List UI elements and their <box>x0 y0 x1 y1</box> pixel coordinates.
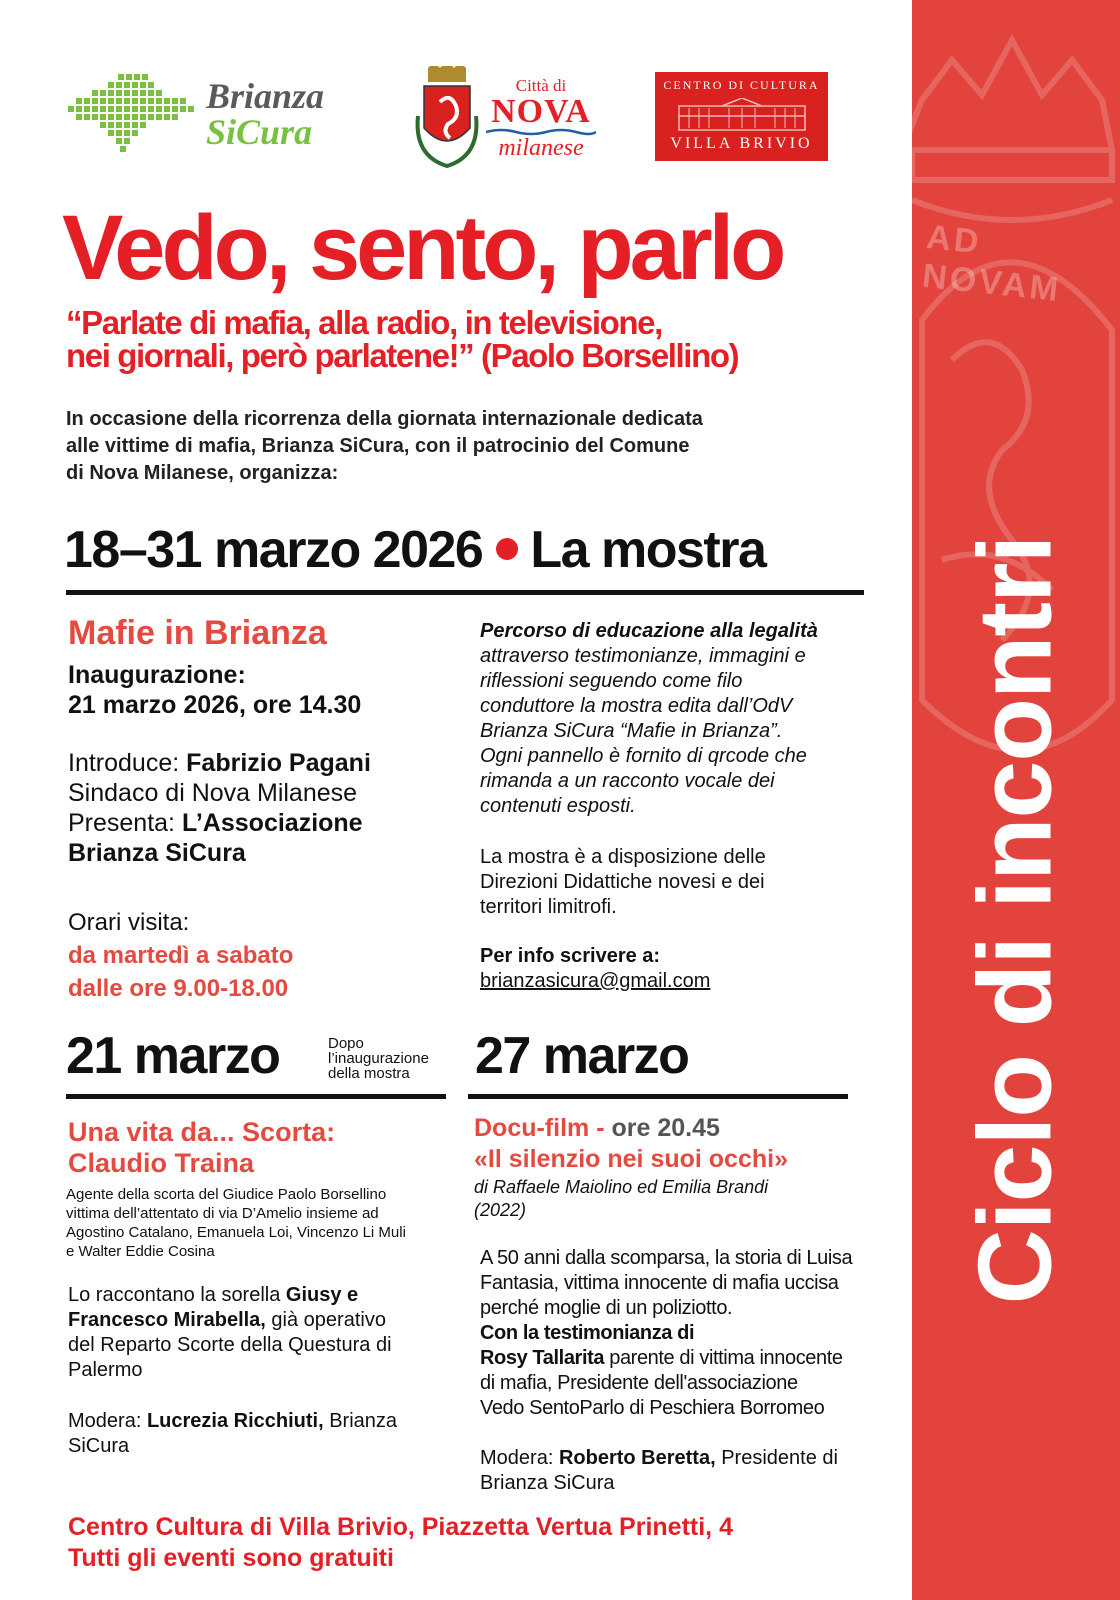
event1-title <box>68 1117 335 1179</box>
intro-line2: alle vittime di mafia, Brianza SiCura, con il patrocinio del Comune <box>66 435 690 457</box>
event2-credits <box>474 1176 768 1222</box>
description-line: rimanda a un racconto vocale dei <box>480 770 775 792</box>
nova-logo-line2: NOVA <box>491 93 591 130</box>
exhibition-label: La mostra <box>530 521 766 579</box>
side-band-title: Ciclo di incontri <box>957 535 1074 1305</box>
bio-line: Agostino Catalano, Emanuela Loi, Vincenzo Li Muli <box>66 1224 406 1241</box>
nova-crest <box>414 66 480 177</box>
email-link[interactable]: brianzasicura@gmail.com <box>480 970 711 992</box>
intro-text <box>66 406 846 487</box>
exhibition-availability <box>480 845 766 920</box>
inauguration-label: Inaugurazione: <box>68 661 246 689</box>
bio-line: vittima dell’attentato di via D’Amelio insieme ad <box>66 1205 379 1222</box>
event1-note-line: Dopo <box>328 1035 364 1052</box>
told-rest1: già operativo <box>265 1309 386 1331</box>
introduce-role: Sindaco di Nova Milanese <box>68 779 358 807</box>
villa-logo-line1: CENTRO DI CULTURA <box>663 78 820 92</box>
footer-free: Tutti gli eventi sono gratuiti <box>68 1544 394 1572</box>
description-title: Percorso di educazione alla legalità <box>480 620 818 642</box>
event2-date: 27 marzo <box>475 1027 689 1085</box>
story-line: Fantasia, vittima innocente di mafia uccisa <box>480 1272 839 1294</box>
exhibition-name: Mafie in Brianza <box>68 614 327 652</box>
quote-line1: “Parlate di mafia, alla radio, in televisione, <box>66 304 662 341</box>
intro-line1: In occasione della ricorrenza della giornata internazionale dedicata <box>66 408 703 430</box>
event2-story <box>480 1246 852 1421</box>
event2-type: Docu-film - <box>474 1114 605 1142</box>
hours-days: da martedì a sabato <box>68 942 294 969</box>
footer <box>68 1512 733 1574</box>
moderator-rest1: Presidente di <box>715 1447 838 1469</box>
event2-time: ore 20.45 <box>604 1114 720 1142</box>
event1-bio <box>66 1185 406 1261</box>
story-line: A 50 anni dalla scomparsa, la storia di Luisa <box>480 1247 853 1269</box>
testimony-rest3: Vedo SentoParlo di Peschiera Borromeo <box>480 1397 825 1419</box>
presenta-label: Presenta: <box>68 809 176 837</box>
bio-line: Agente della scorta del Giudice Paolo Borsellino <box>66 1186 387 1203</box>
inauguration <box>68 660 361 720</box>
inauguration-date: 21 marzo 2026, ore 14.30 <box>68 691 362 719</box>
exhibition-description <box>480 619 818 819</box>
event1-title-line2: Claudio Traina <box>68 1148 255 1178</box>
visiting-hours <box>68 906 293 1005</box>
description-line: Ogni pannello è fornito di qrcode che <box>480 745 807 767</box>
exhibition-dates: 18–31 marzo 2026 <box>64 521 483 579</box>
divider <box>468 1094 848 1099</box>
event1-date: 21 marzo <box>66 1027 280 1085</box>
moderator-rest2: Brianza SiCura <box>480 1472 615 1494</box>
event2-moderator <box>480 1446 838 1496</box>
villa-logo-line2: VILLA BRIVIO <box>670 135 813 152</box>
testimony-rest1: parente di vittima innocente <box>604 1347 843 1369</box>
introduce-label: Introduce: <box>68 749 180 777</box>
description-line: contenuti esposti. <box>480 795 636 817</box>
divider <box>66 1094 446 1099</box>
intro-line3: di Nova Milanese, organizza: <box>66 462 339 484</box>
borsellino-quote <box>66 306 916 372</box>
brianza-logo-line2: SiCura <box>206 112 313 152</box>
availability-line: territori limitrofi. <box>480 896 617 918</box>
event2-year: (2022) <box>474 1200 527 1220</box>
brianza-logo-line1: Brianza <box>206 76 325 116</box>
told-rest2: del Reparto Scorte della Questura di <box>68 1334 392 1356</box>
exhibition-header <box>64 520 765 580</box>
moderator-rest1: Brianza <box>323 1410 398 1432</box>
event1-note-line: della mostra <box>328 1065 410 1082</box>
moderator-label: Modera: <box>68 1410 147 1432</box>
told-pre: Lo raccontano la sorella <box>68 1284 286 1306</box>
description-line: Brianza SiCura “Mafie in Brianza”. <box>480 720 783 742</box>
nova-logo-line3: milanese <box>498 135 584 161</box>
description-line: riflessioni seguendo come filo <box>480 670 743 692</box>
villa-building-icon <box>677 98 807 132</box>
story-line: perché moglie di un poliziotto. <box>480 1297 733 1319</box>
brianza-sicura-wordmark <box>206 78 324 150</box>
contact-info <box>480 944 710 994</box>
event2-authors: di Raffaele Maiolino ed Emilia Brandi <box>474 1177 769 1197</box>
event2-heading <box>474 1113 788 1175</box>
told-rest3: Palermo <box>68 1359 143 1381</box>
testimony-name: Rosy Tallarita <box>480 1347 605 1369</box>
availability-line: La mostra è a disposizione delle <box>480 846 766 868</box>
told-name2: Francesco Mirabella, <box>68 1309 266 1331</box>
hours-label: Orari visita: <box>68 909 190 936</box>
nova-wordmark <box>486 76 596 160</box>
villa-brivio-logo <box>655 72 828 161</box>
quote-line2: nei giornali, però parlatene!” (Paolo Borsellino) <box>66 337 739 374</box>
hours-time: dalle ore 9.00-18.00 <box>68 975 289 1002</box>
availability-line: Direzioni Didattiche novesi e dei <box>480 871 765 893</box>
municipal-crest-icon <box>414 66 480 172</box>
event1-note-line: l’inaugurazione <box>328 1050 429 1067</box>
moderator-label: Modera: <box>480 1447 559 1469</box>
side-motto: AD NOVAM <box>920 217 1063 310</box>
description-line: attraverso testimonianze, immagini e <box>480 645 806 667</box>
event1-title-line1: Una vita da... Scorta: <box>68 1117 336 1147</box>
map-dots-icon <box>68 72 198 154</box>
moderator-rest2: SiCura <box>68 1435 130 1457</box>
testimony-label: Con la testimonianza di <box>480 1322 695 1344</box>
footer-venue: Centro Cultura di Villa Brivio, Piazzetta Vertua Prinetti, 4 <box>68 1513 733 1541</box>
bio-line: e Walter Eddie Cosina <box>66 1243 215 1260</box>
brianza-sicura-logo <box>68 72 198 159</box>
event1-moderator <box>68 1409 397 1459</box>
info-label: Per info scrivere a: <box>480 945 661 967</box>
introduce-name: Fabrizio Pagani <box>186 749 371 777</box>
event1-speakers <box>68 1283 392 1383</box>
page-title: Vedo, sento, parlo <box>62 197 783 299</box>
event2-film-title: «Il silenzio nei suoi occhi» <box>474 1145 788 1173</box>
description-line: conduttore la mostra edita dall’OdV <box>480 695 793 717</box>
told-name1: Giusy e <box>285 1284 359 1306</box>
presenta-name: L’Associazione <box>181 809 363 837</box>
presenta-name2: Brianza SiCura <box>68 839 246 867</box>
bullet-dot-icon <box>496 538 518 560</box>
event1-note <box>328 1036 429 1081</box>
exhibition-speakers <box>68 748 371 868</box>
nova-logo-line1: Città di <box>515 76 567 95</box>
divider <box>66 590 864 595</box>
moderator-name: Lucrezia Ricchiuti, <box>146 1410 324 1432</box>
moderator-name: Roberto Beretta, <box>558 1447 716 1469</box>
testimony-rest2: di mafia, Presidente dell'associazione <box>480 1372 798 1394</box>
